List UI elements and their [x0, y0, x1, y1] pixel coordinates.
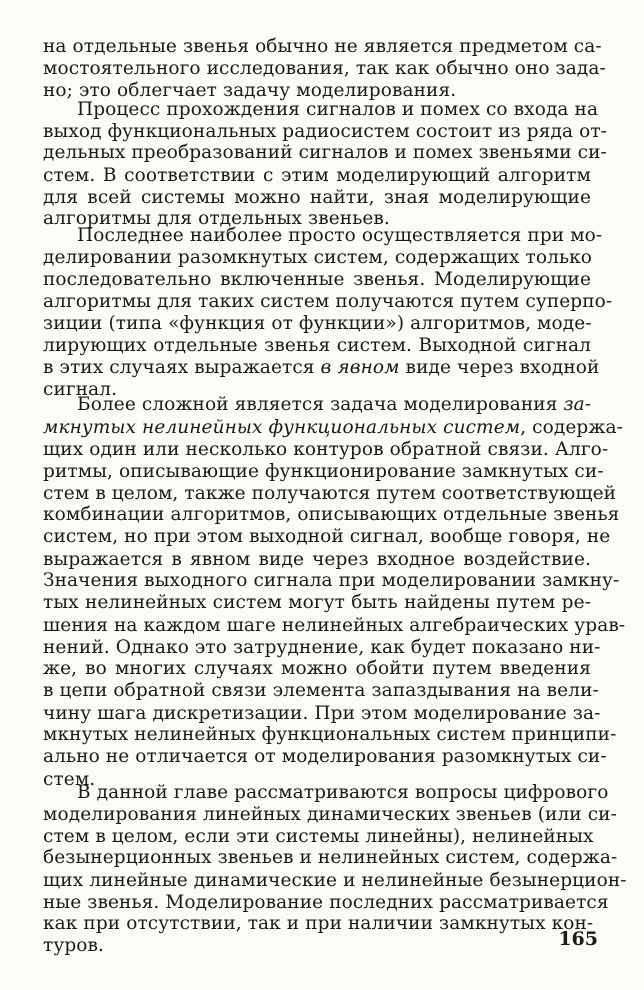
text-line — [43, 246, 591, 270]
text-line — [43, 416, 623, 440]
text-line — [43, 803, 617, 827]
text-segment: в этих случаях выражается — [43, 357, 321, 378]
text-segment: Последнее наиболее просто осуществляется при мо- — [77, 225, 603, 246]
text-segment: мкнутых нелинейных функциональных систем принципи- — [43, 724, 617, 745]
text-segment: но; это облегчает задачу моделирования. — [43, 80, 457, 101]
text-line — [77, 393, 591, 417]
text-line — [43, 869, 627, 893]
text-segment: алгоритмы для отдельных звеньев. — [43, 208, 390, 229]
text-segment: ные звенья. Моделирование последних рассматривается — [43, 892, 609, 913]
text-segment: лирующих отдельные звенья систем. Выходной сигнал — [43, 335, 591, 356]
text-segment: делировании разомкнутых систем, содержащих только — [43, 247, 593, 268]
text-line — [43, 141, 607, 165]
text-segment: чину шага дискретизации. При этом моделирование за- — [43, 703, 601, 724]
text-segment: комбинации алгоритмов, описывающих отдельные звенья — [43, 504, 620, 525]
text-line — [43, 679, 599, 703]
text-line — [43, 312, 591, 336]
text-line — [43, 356, 600, 380]
text-segment: же, во многих случаях можно обойти путем введения — [43, 658, 591, 679]
text-segment: на отдельные звенья обычно не является предметом са- — [43, 36, 602, 57]
text-line — [43, 57, 606, 81]
text-segment: стем в целом, также получаются путем соответствующей — [43, 483, 617, 504]
text-line — [43, 503, 620, 527]
text-segment: мостоятельного исследования, так как обычно оно зада- — [43, 58, 606, 79]
text-line — [77, 98, 599, 122]
text-line — [77, 781, 609, 805]
text-segment: тых нелинейных систем могут быть найдены путем ре- — [43, 592, 591, 613]
text-segment: Более сложной является задача моделирования — [77, 394, 564, 415]
text-line — [77, 224, 603, 248]
text-segment: В данной главе рассматриваются вопросы цифрового — [77, 782, 609, 803]
page-number: 165 — [558, 928, 598, 950]
text-line — [43, 334, 591, 358]
text-segment: безынерционных звеньев и нелинейных систем, содержа- — [43, 847, 618, 868]
text-segment: Значения выходного сигнала при моделировании замкну- — [43, 570, 620, 591]
text-line — [43, 164, 591, 188]
text-line — [43, 460, 604, 484]
text-segment: выход функциональных радиосистем состоит из ряда от- — [43, 121, 608, 142]
text-line — [43, 35, 602, 59]
text-segment: щих один или несколько контуров обратной связи. Алго- — [43, 439, 609, 460]
text-segment: ально не отличается от моделирования разомкнутых си- — [43, 746, 607, 767]
text-line — [43, 934, 591, 958]
text-line — [43, 569, 620, 593]
text-line — [43, 745, 607, 769]
text-segment: сигнал. — [43, 379, 118, 400]
text-segment: зиции (типа «функция от функции») алгоритмов, моде- — [43, 313, 592, 334]
text-segment: щих линейные динамические и нелинейные безынерцион- — [43, 870, 627, 891]
text-segment: алгоритмы для таких систем получаются путем суперпо- — [43, 291, 613, 312]
text-segment: систем, но при этом выходной сигнал, вообще говоря, не — [43, 526, 611, 547]
text-segment: дельных преобразований сигналов и помех звеньями си- — [43, 142, 607, 163]
text-segment: нений. Однако это затруднение, как будет показано ни- — [43, 637, 601, 658]
text-segment: шения на каждом шаге нелинейных алгебраических урав- — [43, 615, 626, 636]
italic-text: мкнутых нелинейных функциональных систем — [43, 417, 521, 438]
text-segment: стем. — [43, 769, 96, 790]
text-segment: как при отсутствии, так и при наличии замкнутых кон- — [43, 913, 594, 934]
italic-text: в явном — [320, 357, 400, 378]
text-line — [43, 525, 611, 549]
text-segment: ритмы, описывающие функционирование замкнутых си- — [43, 461, 604, 482]
text-segment: выражается в явном виде через входное воздействие. — [43, 549, 591, 570]
italic-text: за- — [563, 394, 592, 415]
text-line — [43, 614, 626, 638]
text-line — [43, 723, 617, 747]
text-segment: последовательно включенные звенья. Моделирующие — [43, 269, 591, 290]
text-segment: Процесс прохождения сигналов и помех со входа на — [77, 99, 599, 120]
text-line — [43, 912, 594, 936]
text-line — [43, 846, 618, 870]
text-segment: туров. — [43, 935, 104, 956]
text-segment: моделирования линейных динамических звеньев (или си- — [43, 804, 617, 825]
text-segment: виде через входной — [399, 357, 600, 378]
text-line — [43, 591, 591, 615]
text-segment: стем в целом, если эти системы линейны), нелинейных — [43, 826, 594, 847]
text-segment: стем. В соответствии с этим моделирующий алгоритм — [43, 165, 591, 186]
text-line — [43, 290, 613, 314]
text-line — [43, 268, 591, 292]
text-segment: в цепи обратной связи элемента запаздывания на вели- — [43, 680, 599, 701]
text-segment: для всей системы можно найти, зная моделирующие — [43, 187, 591, 208]
text-line — [43, 438, 609, 462]
text-segment: , содержа- — [520, 417, 623, 438]
text-line — [43, 657, 591, 681]
